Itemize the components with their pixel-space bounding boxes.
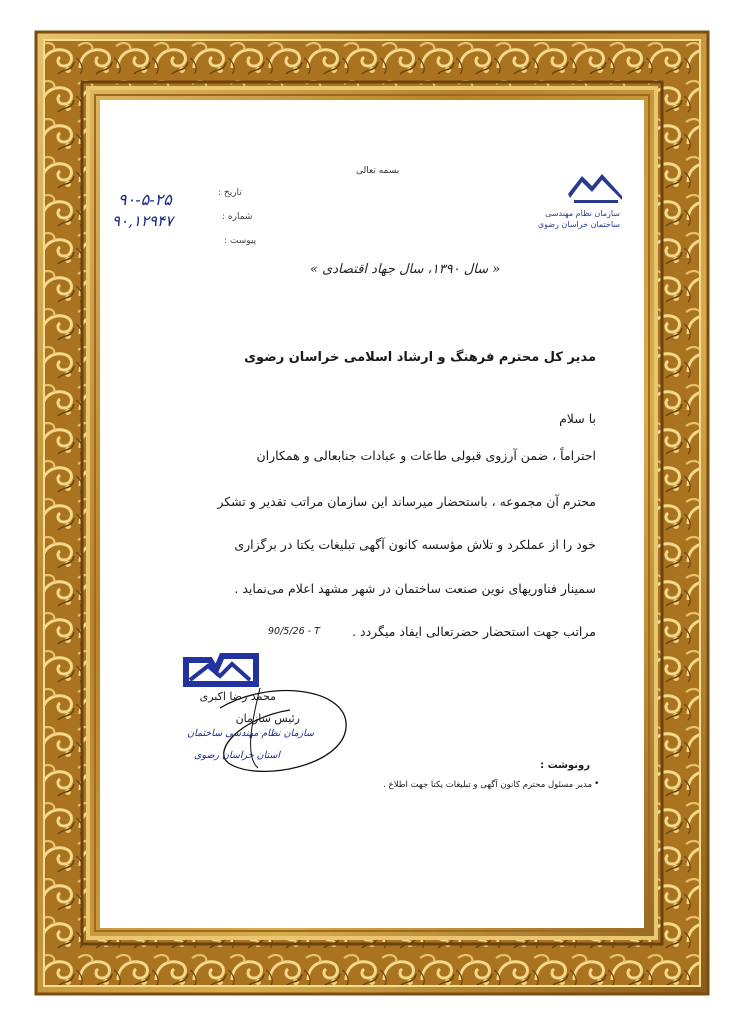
reference-code: 90/5/26 - T <box>268 626 320 637</box>
organization-name <box>520 208 620 230</box>
year-motto: « سال ۱۳۹۰، سال جهاد اقتصادی » <box>310 262 501 277</box>
body-line-3: خود را از عملکرد و تلاش مؤسسه کانون آگهی تبلیغات یکتا در برگزاری <box>234 537 596 552</box>
date-value: ۹۰-۵-۲۵ <box>118 190 172 209</box>
body-line-2: محترم آن مجموعه ، باستحضار میرساند این سازمان مراتب تقدیر و تشکر <box>217 494 596 509</box>
number-value: ۹۰,۱۲۹۴۷ <box>112 212 174 230</box>
signatory-name: محمد رضا اکبری <box>199 690 276 703</box>
body-line-1: احتراماً ، ضمن آرزوی قبولی طاعات و عبادات جنابعالی و همکاران <box>256 448 596 463</box>
addressee: مدیر کل محترم فرهنگ و ارشاد اسلامی خراسان رضوی <box>244 350 596 365</box>
body-line-4: سمینار فناوریهای نوین صنعت ساختمان در شهر مشهد اعلام می‌نماید . <box>234 581 596 596</box>
organization-name-line2: ساختمان خراسان رضوی <box>537 220 620 229</box>
basmala: بسمه تعالی <box>356 166 400 176</box>
cc-title: رونوشت : <box>540 760 590 771</box>
stamp-text-line1: سازمان نظام مهندسی ساختمان <box>187 728 314 739</box>
stamp-text-line2: استان خراسان رضوی <box>194 750 280 761</box>
organization-logo-icon <box>566 170 624 210</box>
body-line-5: مراتب جهت استحضار حضرتعالی ایفاد میگردد . <box>352 624 596 639</box>
date-label: تاریخ : <box>218 188 242 198</box>
greeting: با سلام <box>559 411 596 426</box>
organization-name-line1: سازمان نظام مهندسی <box>545 209 620 218</box>
signatory-title: رئیس سازمان <box>235 712 300 725</box>
attachment-label: پیوست : <box>224 236 257 246</box>
number-label: شماره : <box>222 212 253 222</box>
cc-item: مدیر مسئول محترم کانون آگهی و تبلیغات یکتا جهت اطلاع . <box>383 780 592 790</box>
cc-bullet-icon: • <box>594 779 600 789</box>
